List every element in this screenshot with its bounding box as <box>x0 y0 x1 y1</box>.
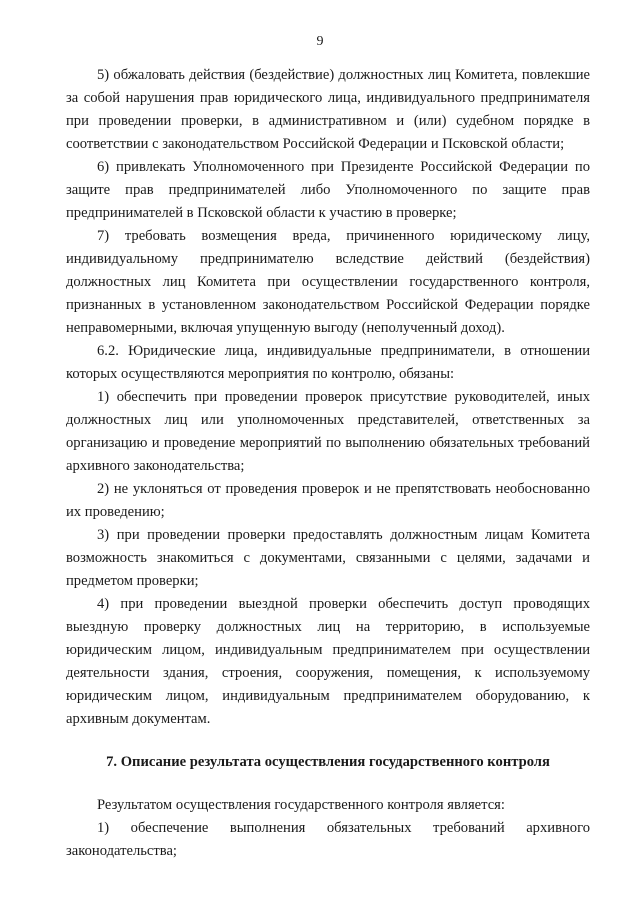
paragraph-result-intro: Результатом осуществления государственного контроля является: <box>97 797 505 813</box>
section-heading: 7. Описание результата осуществления государственного контроля <box>106 754 550 770</box>
paragraph-rights-5: 5) обжаловать действия (бездействие) должностных лиц Комитета, повлекшие за собой нарушения прав юридического лица, индивидуального предпринимателя при проведении проверки, в административном и (или) судебном порядке в соответствии с законодательством Российской Федерации и Псковской области; <box>66 67 590 152</box>
paragraph-obligation-2: 2) не уклоняться от проведения проверок и не препятствовать необоснованно их проведению; <box>66 481 590 520</box>
paragraph-obligation-4: 4) при проведении выездной проверки обеспечить доступ проводящих выездную проверку должностных лиц на территорию, в используемые юридическим лицом, индивидуальным предпринимателем при осуществлении деятельности здания, строения, сооружения, помещения, к используемому юридическим лицом, индивидуальным предпринимателем оборудованию, к архивным документам. <box>66 596 590 727</box>
paragraph-rights-7: 7) требовать возмещения вреда, причиненного юридическому лицу, индивидуальному предпринимателю вследствие действий (бездействия) должностных лиц Комитета при осуществлении государственного контроля, признанных в установленном законодательством Российской Федерации порядке неправомерными, включая упущенную выгоду (неполученный доход). <box>66 228 590 336</box>
page-number: 9 <box>316 34 324 49</box>
paragraph-rights-6: 6) привлекать Уполномоченного при Президенте Российской Федерации по защите прав предпринимателей либо Уполномоченного по защите прав предпринимателей в Псковской области к участию в проверке; <box>66 159 590 221</box>
paragraph-obligations-intro: 6.2. Юридические лица, индивидуальные предприниматели, в отношении которых осуществляются мероприятия по контролю, обязаны: <box>66 343 590 382</box>
paragraph-result-1: 1) обеспечение выполнения обязательных требований архивного законодательства; <box>66 820 590 859</box>
paragraph-obligation-1: 1) обеспечить при проведении проверок присутствие руководителей, иных должностных лиц или уполномоченных представителей, ответственных за организацию и проведение мероприятий по выполнению обязательных требований архивного законодательства; <box>66 389 590 474</box>
page-content <box>66 64 590 863</box>
paragraph-obligation-3: 3) при проведении проверки предоставлять должностным лицам Комитета возможность знакомиться с документами, связанными с целями, задачами и предметом проверки; <box>66 527 590 589</box>
